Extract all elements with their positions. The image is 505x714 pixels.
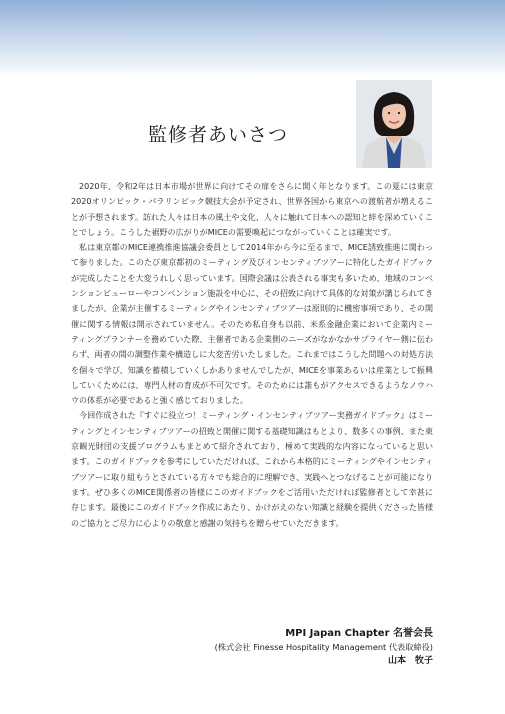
paragraph: 今回作成された『すぐに役立つ！ミーティング・インセンティブツアー実務ガイドブック』はミーティングとインセンティブツアーの招致と開催に関する基礎知識はもとより、数多くの事例、また東京観光財団の支援プログラムもまとめて紹介されており、極めて実践的な内容になっていると思います。このガイドブックを参考にしていただければ、これから本格的にミーティングやインセンティブツアーに取り組もうとされている方々でも総合的に理解でき、実践へとつなげることが可能になります。ぜひ多くのMICE関係者の皆様にこのガイドブックをご活用いただければ監修者として幸甚に存じます。最後にこのガイドブック作成にあたり、かけがえのない知識と経験を提供くださった皆様のご協力とご尽力に心よりの敬意と感謝の気持ちを贈らせていただきます。 (71, 411, 433, 528)
signature-name: 山本 牧子 (387, 656, 433, 666)
paragraph: 私は東京都のMICE連携推進協議会委員として2014年から今に至るまで、MICE誘致推進に関わって参りました。このたび東京都初のミーティング及びインセンティブツアーに特化したガイドブックが完成したことを大変うれしく思っています。国際会議は公表される事実も多いため、地域のコンベンションビューローやコンベンション施設を中心に、その招致に向けて具体的な対策が講じられてきましたが、企業が主催するミーティングやインセンティブツアーは原則的に機密事項であり、その開催に関する情報は開示されていません。そのため私自身も以前、米系金融企業において企業内ミーティングプランナーを務めていた際、主催者である企業側のニーズがなかなかサプライヤー側に伝わらず、両者の間の調整作業や構造しに大変苦労いたしました。これまではこうした問題への対処方法を個々で学び、知識を蓄積していくしかありませんでしたが、MICEを事業あるいは産業として振興していくためには、専門人材の育成が不可欠です。そのためには誰もがアクセスできるようなノウハウの体系が必要であると強く感じておりました。 (71, 243, 433, 406)
portrait-photo (356, 80, 432, 168)
portrait-illustration (356, 80, 432, 168)
header-gradient-band (0, 0, 505, 78)
paragraph: 2020年、令和2年は日本市場が世界に向けてその扉をさらに開く年となります。この夏には東京2020オリンピック・パラリンピック競技大会が予定され、世界各国から東京への渡航者が増えることが予想されます。訪れた人々は日本の風土や文化、人々に触れて日本への認知と絆を深めていくことでしょう。こうした裾野の広がりがMICEの需要喚起につながっていくことは確実です。 (71, 182, 433, 237)
page-title: 監修者あいさつ (148, 124, 289, 146)
signature-affiliation: (株式会社 Finesse Hospitality Management 代表取締役) (214, 642, 433, 652)
signature-block (215, 626, 433, 669)
greeting-body (71, 179, 433, 531)
signature-role: MPI Japan Chapter 名誉会長 (285, 628, 433, 639)
